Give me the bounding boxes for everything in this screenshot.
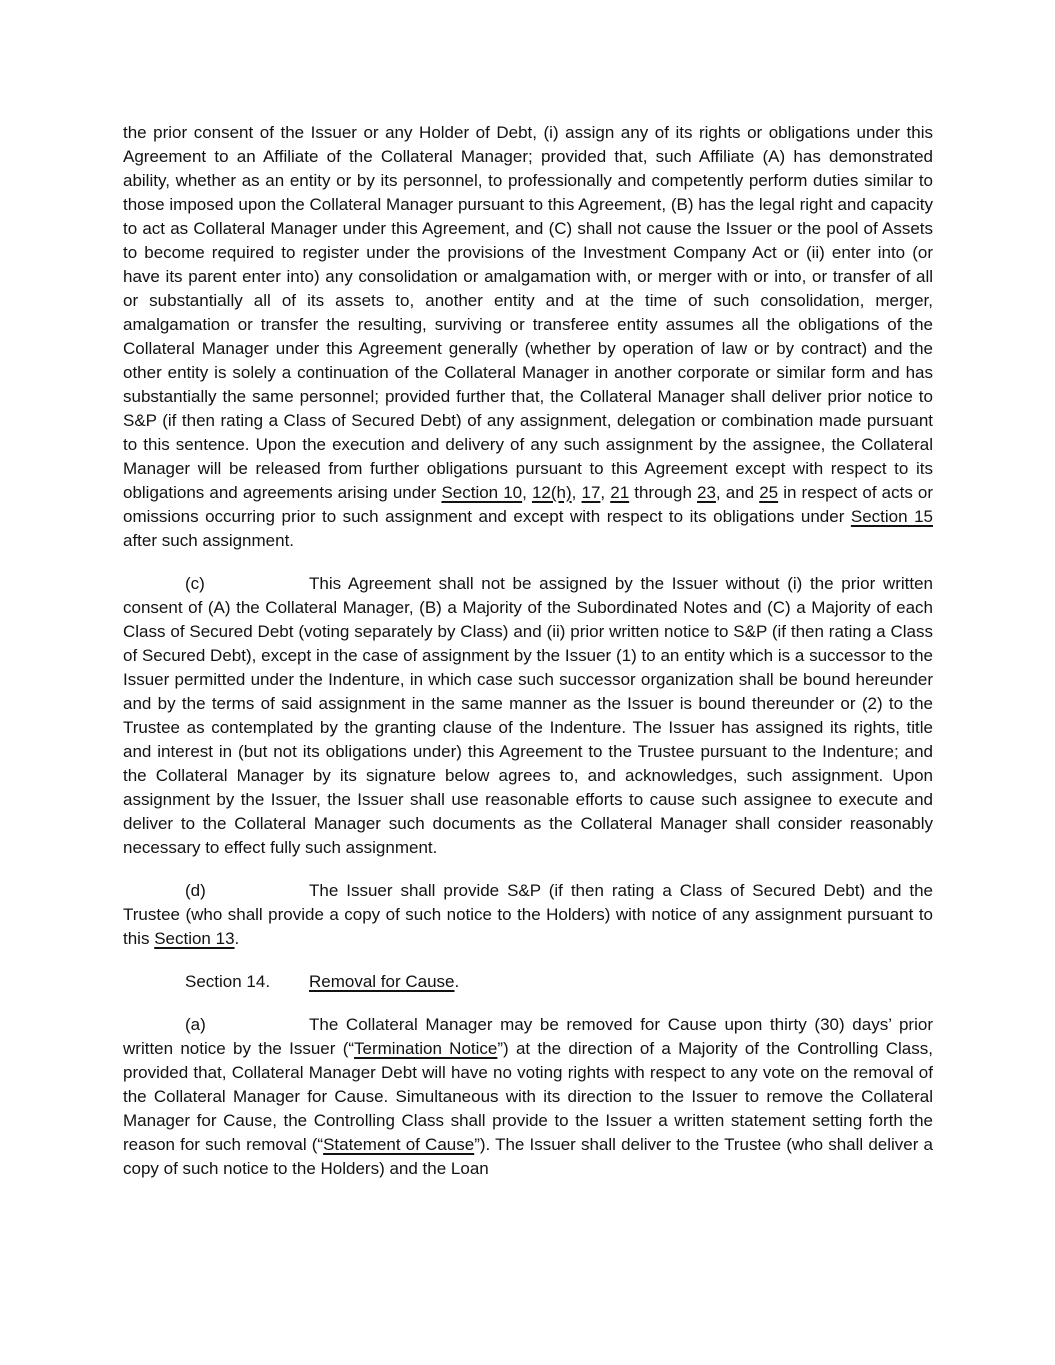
paragraph-c (123, 572, 933, 860)
text-run: . (454, 972, 460, 991)
underlined-reference: Section 10 (441, 483, 523, 502)
document-body (123, 121, 933, 1200)
underlined-reference: 21 (610, 483, 630, 502)
underlined-reference: 12(h) (531, 483, 572, 502)
section-14-heading (123, 970, 933, 994)
paragraph-label: (c) (185, 574, 205, 593)
text-run: ”). The Issuer shall deliver to the Trustee (who shall deliver a copy of such notice to the Holders) and the Loan (123, 1135, 934, 1178)
text-run: ”) at the direction of a Majority of the Controlling Class, provided that, Collateral Manager Debt will have no voting rights with respect to any vote on the removal of the Collateral Manager for Cause. Simultaneous with its direction to the Issuer to remove the Collateral Manager for Cause, the Controlling Class shall provide to the Issuer a written statement setting forth the reason for such removal (“ (123, 1039, 933, 1154)
underlined-reference: Statement of Cause (323, 1135, 475, 1154)
paragraph-label: (d) (185, 881, 206, 900)
paragraph-label: Section 14. (185, 972, 271, 991)
text-run: . (234, 929, 240, 948)
text-run: , (522, 483, 532, 502)
paragraph-continuation (123, 121, 933, 553)
text-run: The Issuer shall provide S&P (if then rating a Class of Secured Debt) and the Trustee (who shall provide a copy of such notice to the Holders) with notice of any assignment pursuant to this (123, 881, 933, 948)
underlined-reference: Section 13 (154, 929, 235, 948)
text-run: the prior consent of the Issuer or any Holder of Debt, (i) assign any of its rights or obligations under this Agreement to an Affiliate of the Collateral Manager; provided that, such Affiliate (A) has demonstrated ability, whether as an entity or by its personnel, to professionally and competently perform duties similar to those imposed upon the Collateral Manager pursuant to this Agreement, (B) has the legal right and capacity to act as Collateral Manager under this Agreement, and (C) shall not cause the Issuer or the pool of Assets to become required to register under the provisions of the Investment Company Act or (ii) enter into (or have its parent enter into) any consolidation or amalgamation with, or merger with or into, or transfer of all or substantially all of its assets to, another entity and at the time of such consolidation, merger, amalgamation or transfer the resulting, surviving or transferee entity assumes all the obligations of the Collateral Manager under this Agreement generally (whether by operation of law or by contract) and the other entity is solely a continuation of the Collateral Manager in another corporate or similar form and has substantially the same personnel; provided further that, the Collateral Manager shall deliver prior notice to S&P (if then rating a Class of Secured Debt) of any assignment, delegation or combination made pursuant to this sentence. Upon the execution and delivery of any such assignment by the assignee, the Collateral Manager will be released from further obligations pursuant to this Agreement except with respect to its obligations and agreements arising under (123, 123, 933, 502)
paragraph-d (123, 879, 933, 951)
underlined-reference: Section 15 (850, 507, 933, 526)
text-run: , (571, 483, 582, 502)
text-run: The Collateral Manager may be removed for Cause upon thirty (30) days’ prior written notice by the Issuer (“ (123, 1015, 933, 1058)
underlined-reference: 17 (581, 483, 601, 502)
text-run: , (600, 483, 611, 502)
text-run: , and (715, 483, 760, 502)
text-run: after such assignment. (123, 531, 295, 550)
underlined-reference: Termination Notice (354, 1039, 498, 1058)
text-run: This Agreement shall not be assigned by the Issuer without (i) the prior written consent of (A) the Collateral Manager, (B) a Majority of the Subordinated Notes and (C) a Majority of each Class of Secured Debt (voting separately by Class) and (ii) prior written notice to S&P (if then rating a Class of Secured Debt), except in the case of assignment by the Issuer (1) to an entity which is a successor to the Issuer permitted under the Indenture, in which case such successor organization shall be bound hereunder and by the terms of said assignment in the same manner as the Issuer is bound thereunder or (2) to the Trustee as contemplated by the granting clause of the Indenture. The Issuer has assigned its rights, title and interest in (but not its obligations under) this Agreement to the Trustee pursuant to the Indenture; and the Collateral Manager by its signature below agrees to, and acknowledges, such assignment. Upon assignment by the Issuer, the Issuer shall use reasonable efforts to cause such assignee to execute and deliver to the Collateral Manager such documents as the Collateral Manager shall consider reasonably necessary to effect fully such assignment. (123, 574, 933, 857)
underlined-reference: 25 (759, 483, 779, 502)
underlined-reference: 23 (697, 483, 716, 502)
text-run: in respect of acts or omissions occurring prior to such assignment and except with respect to its obligations under (123, 483, 934, 526)
text-run: through (629, 483, 697, 502)
paragraph-a (123, 1013, 933, 1181)
paragraph-label: (a) (185, 1015, 206, 1034)
underlined-reference: Removal for Cause (309, 972, 455, 991)
